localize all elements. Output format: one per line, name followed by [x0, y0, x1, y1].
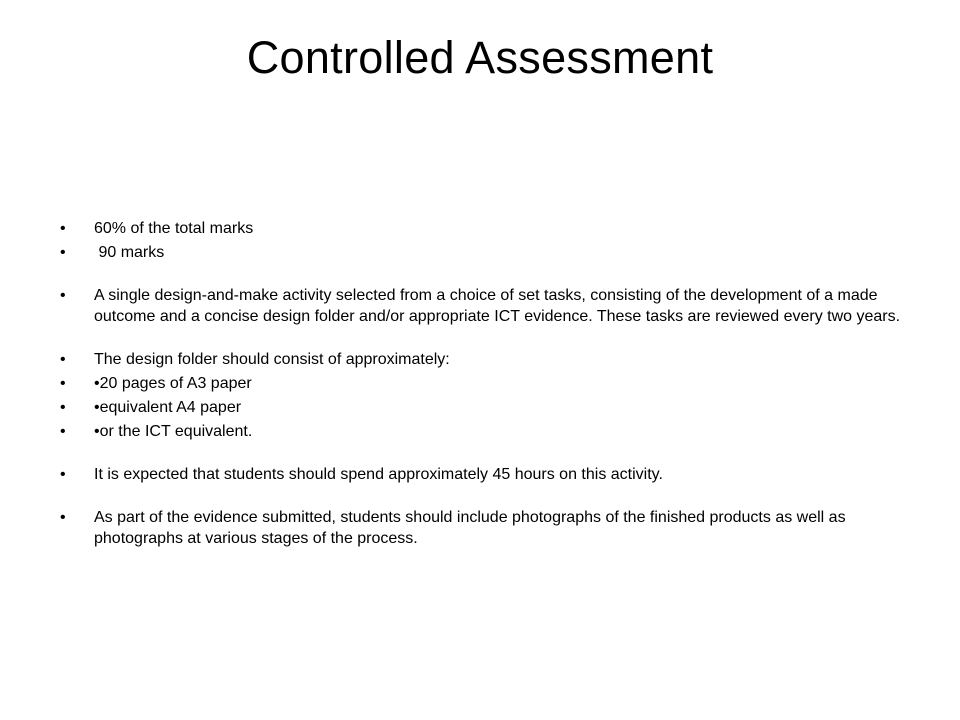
- list-item: [60, 397, 920, 418]
- bullet-icon: •: [60, 423, 66, 440]
- list-item: [60, 373, 920, 394]
- list-item: [60, 507, 920, 549]
- bullet-icon: •: [60, 351, 66, 368]
- list-item-text: The design folder should consist of approximately:: [94, 351, 450, 368]
- bullet-icon: •: [60, 220, 66, 237]
- bullet-icon: •: [60, 509, 66, 526]
- list-item-text: •equivalent A4 paper: [94, 399, 242, 416]
- list-item-text: 60% of the total marks: [94, 220, 254, 237]
- list-item: [60, 349, 920, 370]
- bullet-icon: •: [60, 287, 66, 304]
- list-item: [60, 285, 920, 327]
- bullet-icon: •: [60, 466, 66, 483]
- list-item-text: •20 pages of A3 paper: [94, 375, 252, 392]
- list-item-text: 90 marks: [94, 244, 165, 261]
- bullet-icon: •: [60, 375, 66, 392]
- list-item-text: As part of the evidence submitted, students should include photographs of the finished products as well as photographs at various stages of the process.: [94, 509, 846, 547]
- bullet-list: [60, 218, 920, 549]
- list-item-text: •or the ICT equivalent.: [94, 423, 253, 440]
- list-item: [60, 464, 920, 485]
- list-item: [60, 218, 920, 239]
- bullet-icon: •: [60, 244, 66, 261]
- list-item: [60, 242, 920, 263]
- slide-title: Controlled Assessment: [246, 32, 714, 83]
- list-item-text: It is expected that students should spend approximately 45 hours on this activity.: [94, 466, 663, 483]
- list-item-text: A single design-and-make activity selected from a choice of set tasks, consisting of the development of a made outcome and a concise design folder and/or appropriate ICT evidence. These tasks are reviewed every two years.: [94, 287, 901, 325]
- bullet-icon: •: [60, 399, 66, 416]
- list-item: [60, 421, 920, 442]
